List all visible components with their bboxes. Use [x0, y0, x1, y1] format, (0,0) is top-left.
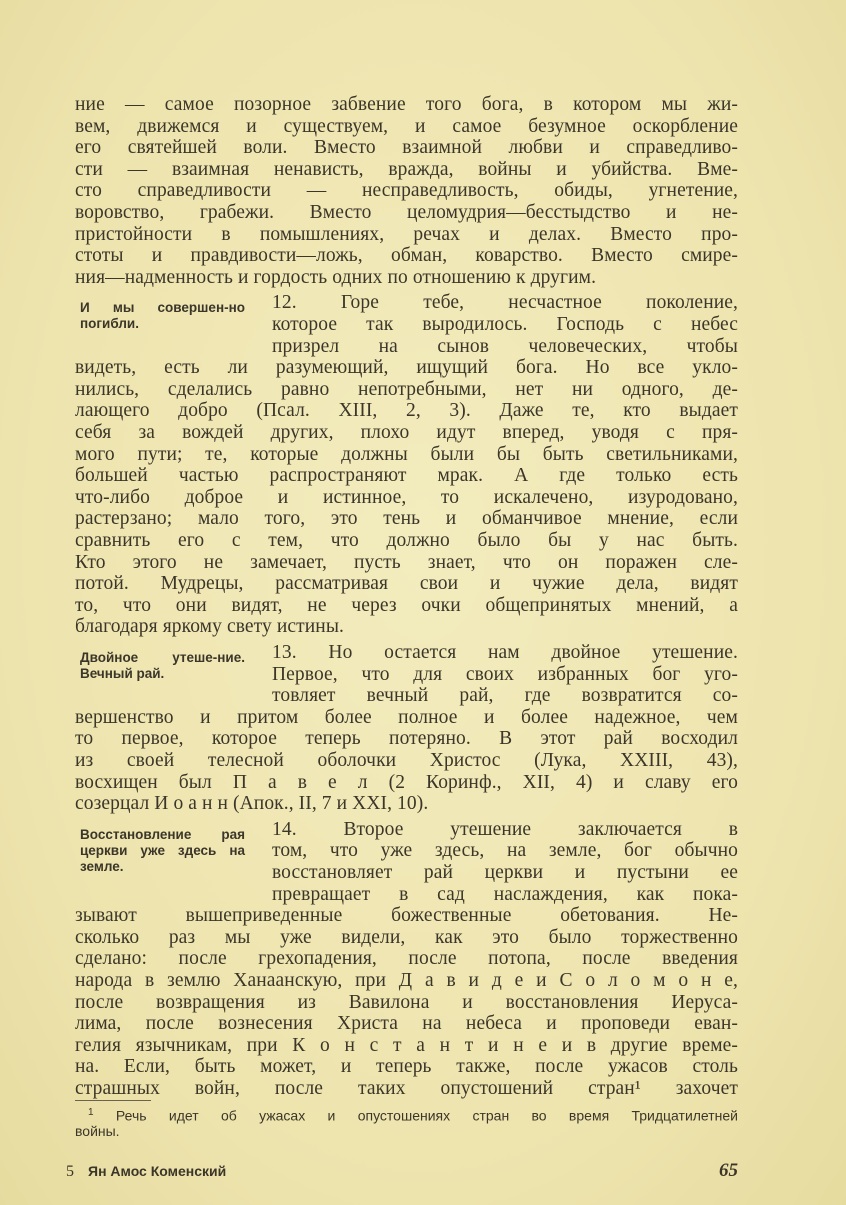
text-line: большей частью распространяют мрак. А где только есть [75, 465, 738, 487]
text-line: пристойности в помышлениях, речах и делах. Вместо про- [75, 223, 738, 245]
text-line: мого пути; те, которые должны были бы быть светильниками, [75, 443, 738, 465]
text-line: видеть, есть ли разумеющий, ищущий бога. Но все укло- [75, 357, 738, 379]
footnote-marker: 1 [88, 1107, 94, 1118]
text-line: созерцал И о а н н (Апок., II, 7 и XXI, 10). [75, 793, 429, 815]
text-line: то, что они видят, не через очки общепринятых мнений, а [75, 594, 738, 616]
text-line: восхищен был П а в е л (2 Коринф., XII, 4) и славу его [75, 771, 738, 793]
text-line: Первое, что для своих избранных бог уго- [272, 663, 738, 685]
margin-note: И мы совершен-но погибли. [80, 300, 245, 332]
text-line: сделано: после грехопадения, после потопа, после введения [75, 948, 738, 970]
footnote-rule [75, 1100, 151, 1101]
text-line: Кто этого не замечает, пусть знает, что он поражен сле- [75, 551, 738, 573]
text-line: ние — самое позорное забвение того бога, в котором мы жи- [75, 94, 738, 115]
text-line: сти — взаимная ненависть, вражда, войны и убийства. Вме- [75, 158, 738, 180]
text-line: вершенство и притом более полное и более надежное, чем [75, 706, 738, 728]
text-line: которое так выродилось. Господь с небес [272, 314, 738, 335]
text-line: вем, движемся и существуем, и самое безумное оскорбление [75, 115, 738, 137]
text-line: сто справедливости — несправедливость, обиды, угнетение, [75, 180, 738, 202]
text-line: благодаря яркому свету истины. [75, 616, 344, 638]
margin-note: Восстановление рая церкви уже здесь на земле. [80, 826, 245, 874]
page-number: 65 [719, 1160, 738, 1181]
text-line: растерзано; мало того, это тень и обманчивое мнение, если [75, 508, 738, 530]
text-line: ния—надменность и гордость одних по отношению к другим. [75, 266, 597, 288]
signature-mark: 5 [66, 1163, 74, 1180]
text-line: потой. Мудрецы, рассматривая свои и чужие дела, видят [75, 573, 738, 595]
text-line: его святейшей воли. Вместо взаимной любви и справедливо- [75, 137, 738, 159]
footnote-line-1: $^1$ Речь идет об ужасах и опустошениях стран во время Тридцатилетней [88, 1107, 739, 1124]
text-line: 12. Горе тебе, несчастное поколение, [272, 292, 738, 314]
text-line: товляет вечный рай, где возвратится со- [272, 685, 738, 707]
text-line: воровство, грабежи. Вместо целомудрия—бесстыдство и не- [75, 202, 738, 223]
text-line: стоты и правдивости—ложь, обман, коварство. Вместо смире- [75, 245, 738, 267]
text-line: восстановляет рай церкви и пустыни ее [272, 862, 738, 883]
text-line: что-либо доброе и истинное, то искалечено, изуродовано, [75, 486, 738, 508]
text-line: то первое, которое теперь потеряно. В этот рай восходил [75, 728, 738, 750]
text-line: лающего добро (Псал. XIII, 2, 3). Даже те, кто выдает [75, 400, 738, 422]
text-line: на. Если, быть может, и теперь также, после ужасов столь [75, 1056, 738, 1078]
running-author: Ян Амос Коменский [88, 1163, 227, 1179]
text-line: призрел на сынов человеческих, чтобы [272, 335, 738, 357]
text-line: зывают вышеприведенные божественные обетования. Не- [75, 905, 738, 927]
page-footer-left [66, 1163, 226, 1181]
text-line: страшных войн, после таких опустошений стран¹ захочет [75, 1078, 738, 1099]
text-line: из своей телесной оболочки Христос (Лука, XXIII, 43), [75, 750, 738, 771]
margin-note: Двойное утеше-ние. Вечный рай. [80, 650, 245, 681]
text-line: гелия язычникам, при К о н с т а н т и н е и в другие време- [75, 1034, 738, 1056]
text-line: себя за вождей других, плохо идут вперед, уводя с пря- [75, 422, 738, 443]
text-line: сравнить его с тем, что должно было бы у нас быть. [75, 530, 738, 551]
text-line: сколько раз мы уже видели, как это было торжественно [75, 926, 738, 948]
text-line: превращает в сад наслаждения, как пока- [272, 883, 738, 905]
text-line: том, что уже здесь, на земле, бог обычно [272, 840, 738, 862]
footnote-line-2: войны. [75, 1123, 120, 1139]
text-line: 13. Но остается нам двойное утешение. [272, 642, 738, 663]
text-line: после возвращения из Вавилона и восстановления Иеруса- [75, 991, 738, 1013]
text-line: лима, после вознесения Христа на небеса и проповеди еван- [75, 1013, 738, 1035]
text-line: народа в землю Ханаанскую, при Д а в и д е и С о л о м о н е, [75, 970, 738, 991]
text-line: нились, сделались равно непотребными, нет ни одного, де- [75, 378, 738, 400]
text-line: 14. Второе утешение заключается в [272, 818, 738, 840]
